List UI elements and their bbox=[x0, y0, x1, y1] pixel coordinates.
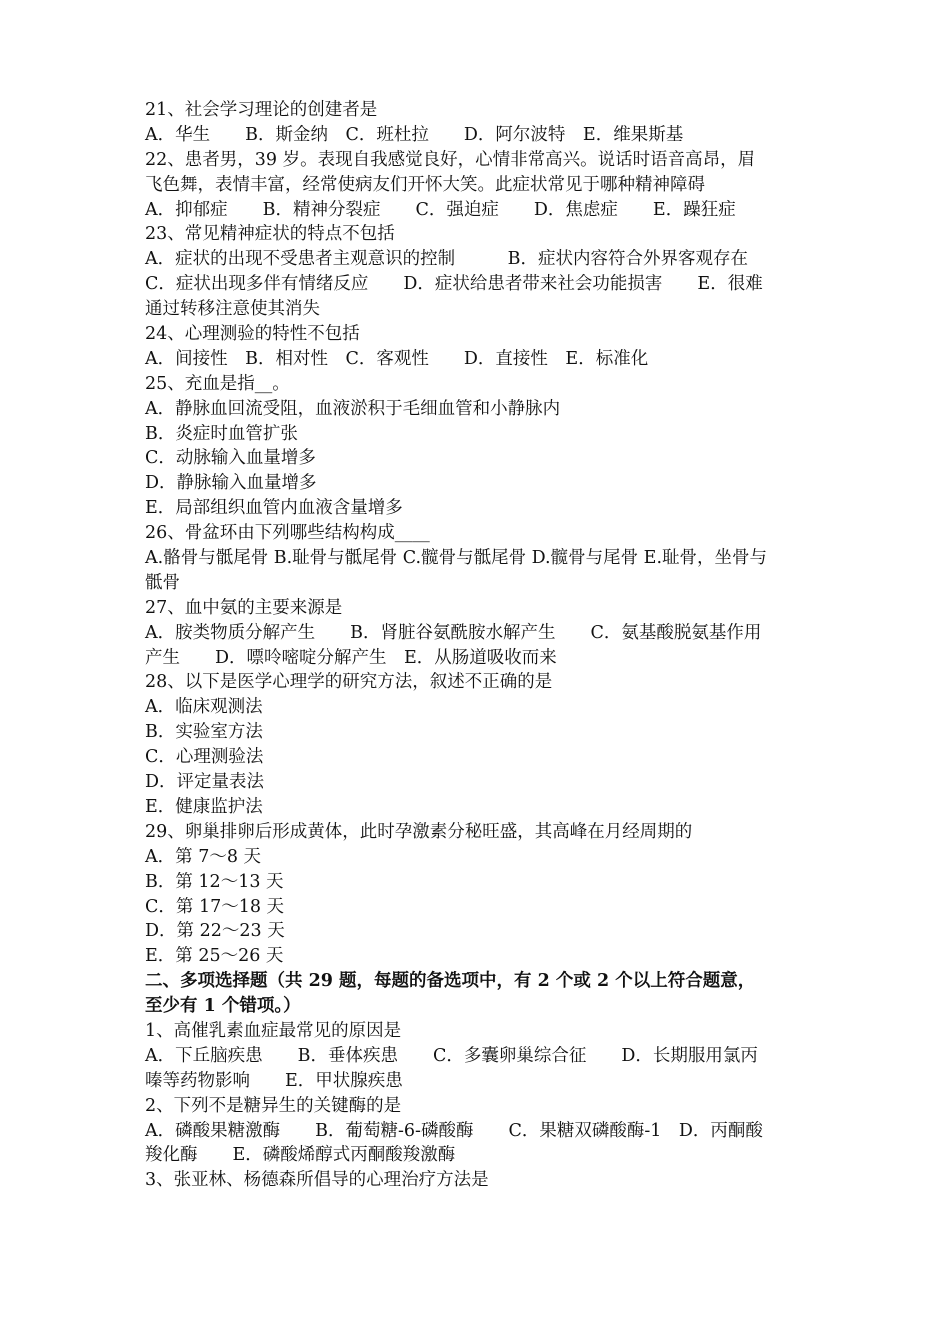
question-29-option-d: D．第 22～23 天 bbox=[145, 921, 285, 942]
question-22-stem-line1: 22、患者男，39 岁。表现自我感觉良好，心情非常高兴。说话时语音高昂，眉 bbox=[145, 149, 756, 170]
section-heading-line1: 二、多项选择题（共 29 题，每题的备选项中，有 2 个或 2 个以上符合题意， bbox=[145, 971, 756, 992]
question-27-options-line2: 产生 D．嘌呤嘧啶分解产生 E．从肠道吸收而来 bbox=[145, 647, 557, 668]
question-28-option-e: E．健康监护法 bbox=[145, 796, 263, 817]
document-page bbox=[145, 98, 811, 1193]
question-28-stem: 28、以下是医学心理学的研究方法，叙述不正确的是 bbox=[145, 672, 553, 693]
question-29-option-a: A．第 7～8 天 bbox=[145, 846, 262, 867]
mq-2-options-line1: A．磷酸果糖激酶 B．葡萄糖-6-磷酸酶 C．果糖双磷酸酶-1 D．丙酮酸 bbox=[145, 1120, 763, 1141]
question-25-stem: 25、充血是指__。 bbox=[145, 373, 290, 394]
question-29-option-e: E．第 25～26 天 bbox=[145, 946, 284, 967]
question-28-option-d: D．评定量表法 bbox=[145, 772, 265, 793]
question-27-stem: 27、血中氨的主要来源是 bbox=[145, 597, 343, 618]
question-25-option-d: D．静脉输入血量增多 bbox=[145, 473, 317, 494]
mq-1-options-line1: A．下丘脑疾患 B．垂体疾患 C．多囊卵巢综合征 D．长期服用氯丙 bbox=[145, 1045, 758, 1066]
question-21-options: A．华生 B．斯金纳 C．班杜拉 D．阿尔波特 E．维果斯基 bbox=[145, 124, 684, 145]
question-22-stem-line2: 飞色舞，表情丰富，经常使病友们开怀大笑。此症状常见于哪种精神障碍 bbox=[145, 174, 705, 195]
question-23-options-line3: 通过转移注意使其消失 bbox=[145, 299, 320, 320]
mq-2-stem: 2、下列不是糖异生的关键酶的是 bbox=[145, 1095, 402, 1116]
question-25-option-e: E．局部组织血管内血液含量增多 bbox=[145, 498, 403, 519]
question-21-stem: 21、社会学习理论的创建者是 bbox=[145, 100, 378, 120]
question-25-option-c: C．动脉输入血量增多 bbox=[145, 448, 316, 469]
mq-2-options-line2: 羧化酶 E．磷酸烯醇式丙酮酸羧激酶 bbox=[145, 1145, 456, 1166]
mq-3-stem: 3、张亚林、杨德森所倡导的心理治疗方法是 bbox=[145, 1170, 489, 1191]
question-29-option-c: C．第 17～18 天 bbox=[145, 896, 285, 917]
question-28-option-b: B．实验室方法 bbox=[145, 722, 263, 743]
question-23-options-line1: A．症状的出现不受患者主观意识的控制 B．症状内容符合外界客观存在 bbox=[145, 249, 748, 270]
question-25-option-b: B．炎症时血管扩张 bbox=[145, 423, 298, 444]
question-29-stem: 29、卵巢排卵后形成黄体，此时孕激素分秘旺盛，其高峰在月经周期的 bbox=[145, 821, 693, 842]
question-23-stem: 23、常见精神症状的特点不包括 bbox=[145, 224, 395, 245]
question-28-option-c: C．心理测验法 bbox=[145, 747, 264, 768]
question-25-option-a: A．静脉血回流受阻，血液淤积于毛细血管和小静脉内 bbox=[145, 398, 561, 419]
question-29-option-b: B．第 12～13 天 bbox=[145, 871, 284, 892]
question-24-stem: 24、心理测验的特性不包括 bbox=[145, 324, 360, 345]
question-28-option-a: A．临床观测法 bbox=[145, 697, 263, 718]
mq-1-stem: 1、高催乳素血症最常见的原因是 bbox=[145, 1020, 402, 1041]
question-24-options: A．间接性 B．相对性 C．客观性 D．直接性 E．标准化 bbox=[145, 348, 649, 369]
question-22-options: A．抑郁症 B．精神分裂症 C．强迫症 D．焦虑症 E．躁狂症 bbox=[145, 199, 736, 220]
question-26-options-line1: A.骼骨与骶尾骨 B.耻骨与骶尾骨 C.髋骨与骶尾骨 D.髋骨与尾骨 E.耻骨，坐骨与 bbox=[145, 548, 768, 569]
mq-1-options-line2: 嗪等药物影响 E．甲状腺疾患 bbox=[145, 1070, 403, 1091]
question-27-options-line1: A．胺类物质分解产生 B．肾脏谷氨酰胺水解产生 C．氨基酸脱氨基作用 bbox=[145, 622, 762, 643]
question-26-options-line2: 骶骨 bbox=[145, 572, 180, 593]
question-26-stem: 26、骨盆环由下列哪些结构构成____ bbox=[145, 523, 430, 544]
section-heading-line2: 至少有 1 个错项。） bbox=[145, 996, 301, 1017]
question-23-options-line2: C．症状出现多伴有情绪反应 D．症状给患者带来社会功能损害 E．很难 bbox=[145, 274, 763, 295]
